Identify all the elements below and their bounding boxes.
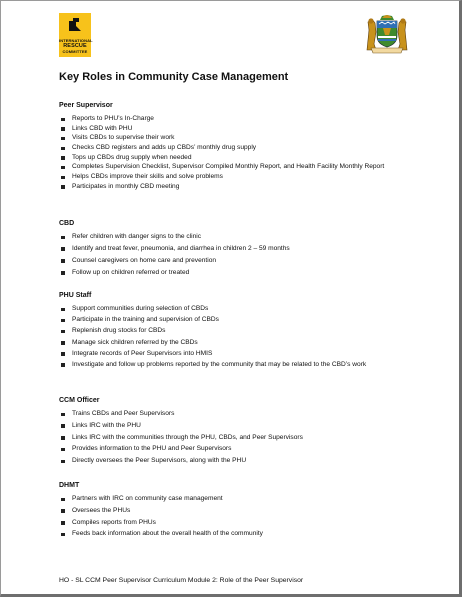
bullet-list [59,115,419,191]
list-item: Investigate and follow up problems reported by the community that may be related to the CBD’s work [59,361,419,370]
list-item: Tops up CBDs drug supply when needed [59,154,419,163]
list-item: Identify and treat fever, pneumonia, and diarrhea in children 2 – 59 months [59,245,419,254]
list-item: Support communities during selection of CBDs [59,305,419,314]
list-item: Compiles reports from PHUs [59,519,419,528]
list-item: Links IRC with the communities through the PHU, CBDs, and Peer Supervisors [59,434,419,443]
page-title: Key Roles in Community Case Management [59,71,289,83]
list-item: Replenish drug stocks for CBDs [59,327,419,336]
section-ccm-officer [59,396,419,469]
section-dhmt [59,481,419,542]
list-item: Feeds back information about the overall health of the community [59,530,419,539]
list-item: Participate in the training and supervision of CBDs [59,316,419,325]
irc-logo-line3: COMMITTEE [62,49,88,54]
bullet-list [59,233,419,277]
list-item: Links CBD with PHU [59,125,419,134]
list-item: Links IRC with the PHU [59,422,419,431]
list-item: Directly oversees the Peer Supervisors, along with the PHU [59,457,419,466]
bullet-list [59,495,419,539]
section-phu-staff [59,291,419,372]
section-heading: CBD [59,220,75,227]
section-heading: PHU Staff [59,292,92,299]
page-footer: HO - SL CCM Peer Supervisor Curriculum Module 2: Role of the Peer Supervisor [59,577,304,584]
irc-logo-line2: RESCUE [63,43,87,49]
list-item: Participates in monthly CBD meeting [59,183,419,192]
bullet-list [59,305,419,369]
list-item: Provides information to the PHU and Peer Supervisors [59,445,419,454]
irc-figure-icon [65,16,85,32]
list-item: Counsel caregivers on home care and prevention [59,257,419,266]
list-item: Oversees the PHUs [59,507,419,516]
section-heading: Peer Supervisor [59,102,113,109]
list-item: Integrate records of Peer Supervisors into HMIS [59,350,419,359]
irc-logo [59,13,91,57]
list-item: Checks CBD registers and adds up CBDs’ monthly drug supply [59,144,419,153]
list-item: Visits CBDs to supervise their work [59,134,419,143]
list-item: Completes Supervision Checklist, Supervisor Compiled Monthly Report, and Health Facility Monthly Report [59,163,419,172]
bullet-list [59,410,419,466]
irc-logo-text [59,38,91,54]
irc-logo-line1: INTERNATIONAL [59,38,93,43]
section-heading: DHMT [59,482,80,489]
list-item: Helps CBDs improve their skills and solve problems [59,173,419,182]
list-item: Follow up on children referred or treated [59,269,419,278]
section-peer-supervisor [59,101,419,193]
list-item: Partners with IRC on community case management [59,495,419,504]
section-heading: CCM Officer [59,397,100,404]
list-item: Reports to PHU’s In-Charge [59,115,419,124]
section-cbd [59,219,419,281]
list-item: Refer children with danger signs to the clinic [59,233,419,242]
list-item: Trains CBDs and Peer Supervisors [59,410,419,419]
list-item: Manage sick children referred by the CBDs [59,339,419,348]
coat-of-arms-icon [365,10,409,54]
